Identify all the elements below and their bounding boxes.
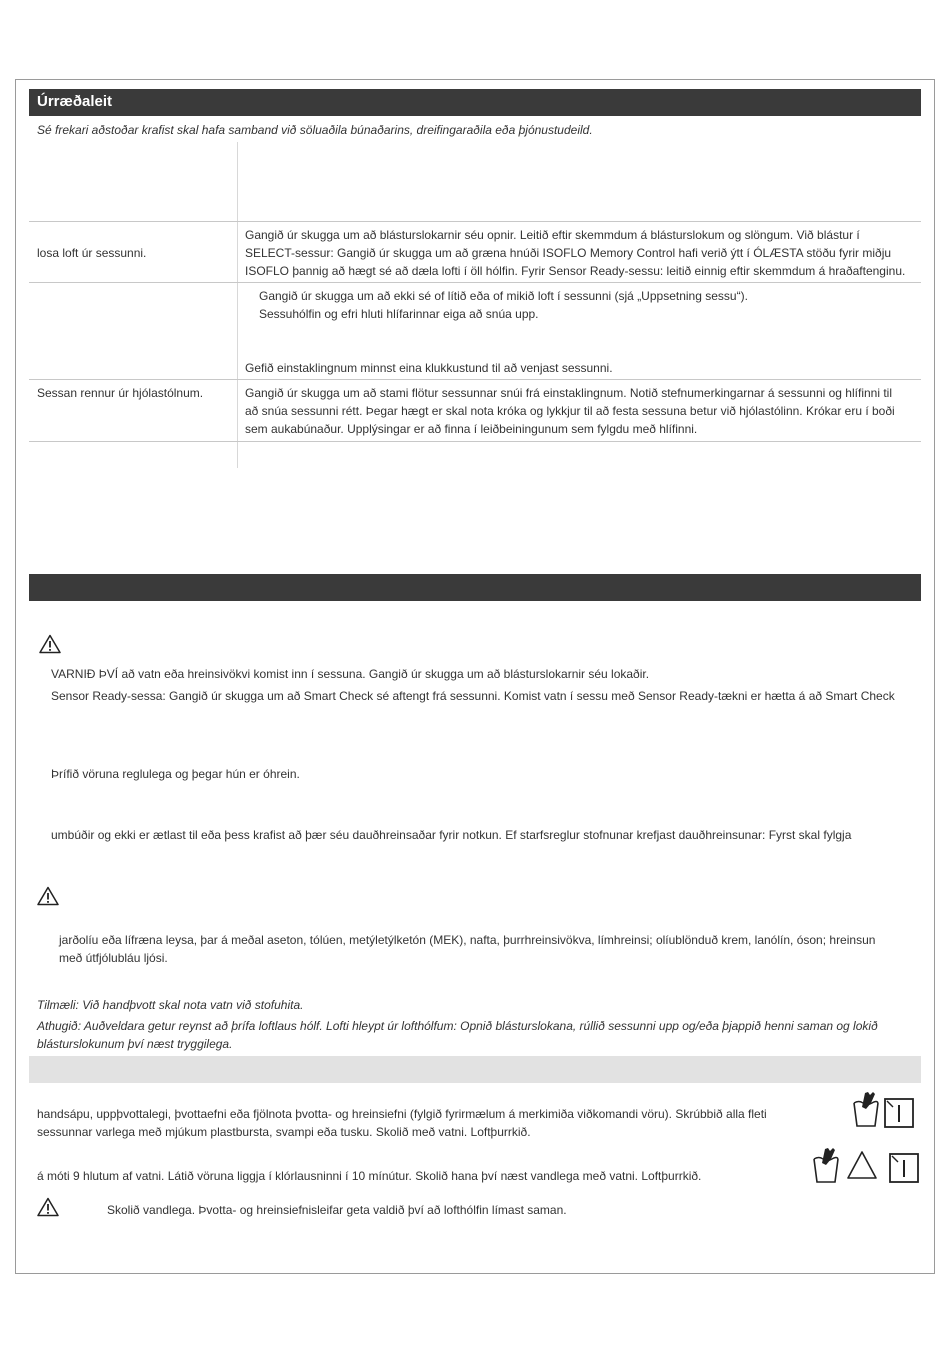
bleach-triangle-icon [846, 1150, 878, 1180]
table-rule [29, 441, 921, 442]
table-row-solution-line: ISOFLO þannig að hægt sé að dæla lofti í öll hólfin. Fyrir Sensor Ready-sessu: leitið einnig eftir skemmdum á hraðaftenginu. [245, 264, 906, 278]
hand-wash-icon [851, 1089, 881, 1129]
drip-dry-icon [889, 1153, 919, 1183]
table-row-solution-line: Sessuhólfin og efri hluti hlífarinnar eiga að snúa upp. [259, 307, 539, 321]
table-row-solution-line: Gangið úr skugga um að stami flötur sessunnar snúi frá einstaklingnum. Notið stefnumerkingarnar á sessunni og hlífinni til [245, 386, 892, 400]
note-text: Athugið: Auðveldara getur reynst að þrífa loftlaus hólf. Lofti hleypt úr lofthólfum: Opnið blásturslokana, rúllið sessunni upp og/eða þjappið henni saman og lokið [37, 1019, 878, 1033]
troubleshooting-intro: Sé frekari aðstoðar krafist skal hafa samband við söluaðila búnaðarins, dreifingaraðila eða þjónustudeild. [37, 123, 593, 137]
warning-text: VARNIÐ ÞVÍ að vatn eða hreinsivökvi komist inn í sessuna. Gangið úr skugga um að blásturslokarnir séu lokaðir. [51, 667, 650, 681]
table-row-solution-line: Gangið úr skugga um að ekki sé of lítið eða of mikið loft í sessunni (sjá „Uppsetning sessu“). [259, 289, 748, 303]
table-row-solution-line: SELECT-sessur: Gangið úr skugga um að græna hnúði ISOFLO Memory Control hafi verið ýtt í ÓLÆSTA stöðu fyrir miðju [245, 246, 892, 260]
warning-text: Sensor Ready-sessa: Gangið úr skugga um að Smart Check sé aftengt frá sessunni. Komist vatn í sessu með Sensor Ready-tækni er hætta á að Smart Check [51, 689, 895, 703]
table-divider [237, 142, 238, 222]
section-title: Úrræðaleit [37, 93, 113, 110]
solvent-warning-text: jarðolíu eða lífræna leysa, þar á meðal aseton, tólúen, metýletýlketón (MEK), nafta, þurrhreinsivökva, límhreinsi; olíublönduð krem, lanólín, óson; hreinsun [59, 933, 876, 947]
hand-wash-icon [811, 1145, 841, 1185]
table-row-problem: Sessan rennur úr hjólastólnum. [37, 386, 204, 400]
table-divider [237, 442, 238, 468]
drip-dry-icon [884, 1098, 914, 1128]
wash-text: handsápu, uppþvottalegi, þvottaefni eða fjölnota þvotta- og hreinsiefni (fylgið fyrirmælum á merkimiða viðkomandi vöru). Skrúbbið alla fleti [37, 1107, 767, 1121]
note-text: blásturslokunum því næst tryggilega. [37, 1037, 233, 1051]
rinse-warning-text: Skolið vandlega. Þvotta- og hreinsiefnisleifar geta valdið því að lofthólfin límast saman. [107, 1203, 567, 1217]
table-row-solution-line: að snúa sessunni rétt. Þegar hægt er skal nota króka og lykkjur til að festa sessuna betur við hjólastólinn. Krókar eru í boði [245, 404, 895, 418]
warning-triangle-icon [37, 886, 59, 906]
table-rule [29, 221, 921, 222]
table-row-solution-line: sem aukabúnaður. Upplýsingar er að finna í leiðbeiningunum sem fylgdu með hlífinni. [245, 422, 698, 436]
table-rule [29, 379, 921, 380]
table-rule [29, 282, 921, 283]
troubleshooting-header [29, 89, 921, 116]
solvent-warning-text: með útfjólubláu ljósi. [59, 951, 168, 965]
cleaning-regular-text: Þrífið vöruna reglulega og þegar hún er óhrein. [51, 767, 300, 781]
wash-text: sessunnar varlega með mjúkum plastbursta, svampi eða tusku. Skolið með vatni. Loftþurrkið. [37, 1125, 531, 1139]
tip-text: Tilmæli: Við handþvott skal nota vatn við stofuhita. [37, 998, 304, 1012]
table-row-solution-line: Gangið úr skugga um að blásturslokarnir séu opnir. Leitið eftir skemmdum á blásturslokum og slöngum. Við blástur í [245, 228, 860, 242]
warning-triangle-icon [39, 634, 61, 654]
warning-triangle-icon [37, 1197, 59, 1217]
subsection-header [29, 1056, 921, 1083]
table-row-problem: losa loft úr sessunni. [37, 246, 147, 260]
table-divider [237, 222, 238, 442]
cleaning-header [29, 574, 921, 601]
chlorine-text: á móti 9 hlutum af vatni. Látið vöruna liggja í klórlausninni í 10 mínútur. Skolið hana því næst vandlega með vatni. Loftþurrkið. [37, 1169, 702, 1183]
table-row-note: Gefið einstaklingnum minnst eina klukkustund til að venjast sessunni. [245, 361, 613, 375]
cleaning-sterile-text: umbúðir og ekki er ætlast til eða þess krafist að þær séu dauðhreinsaðar fyrir notkun. Ef starfsreglur stofnunar krefjast dauðhreinsunar: Fyrst skal fylgja [51, 828, 852, 842]
